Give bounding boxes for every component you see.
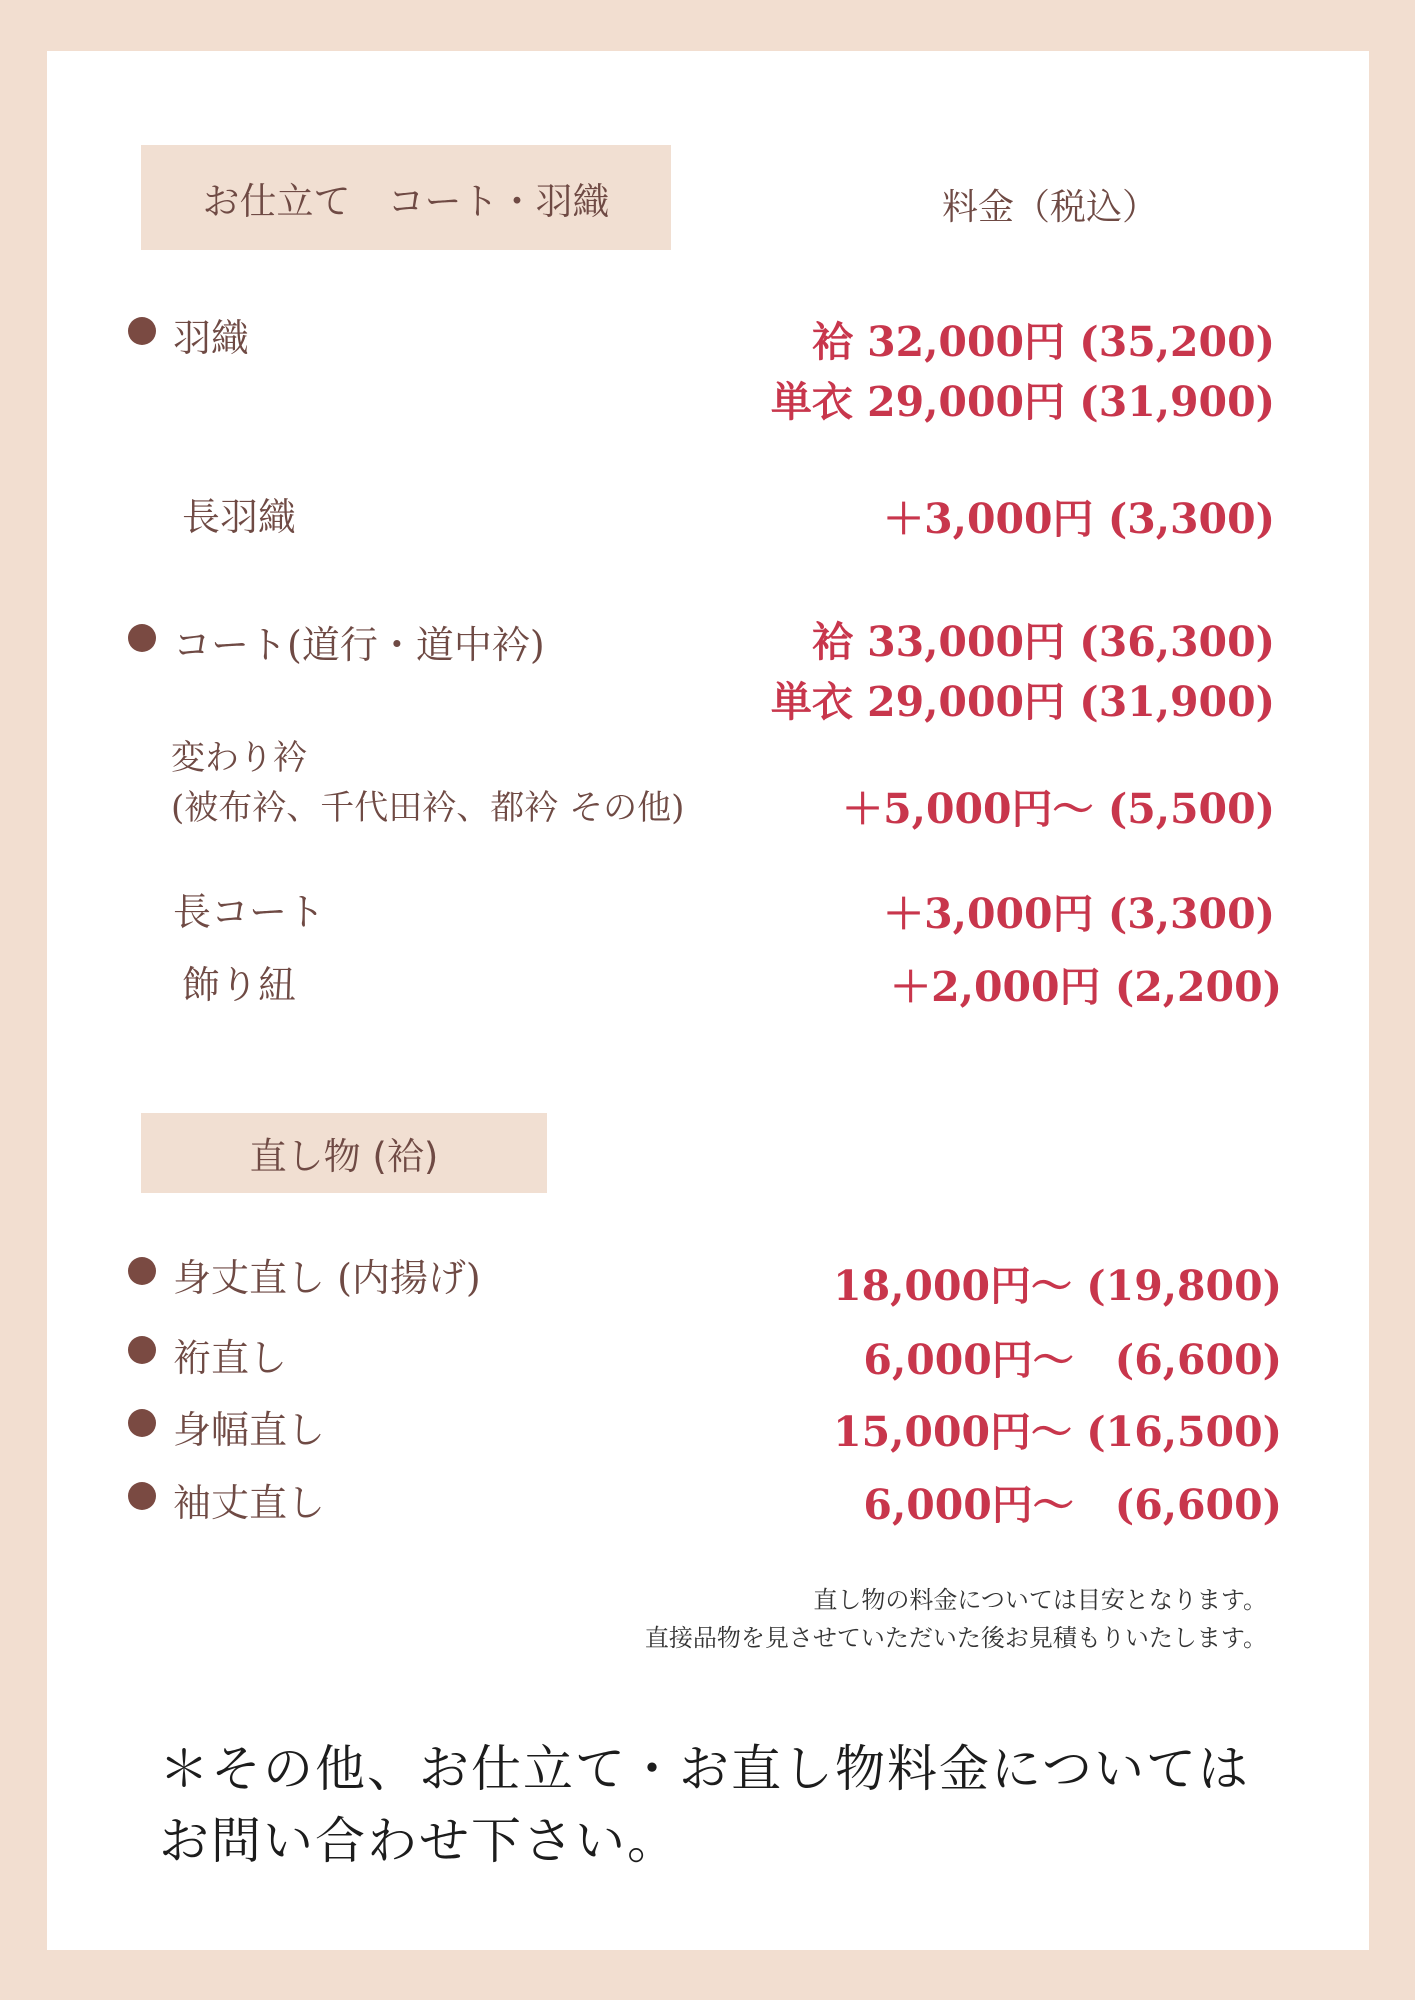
bullet-icon [128,317,156,345]
note-line1: 直し物の料金については目安となります。 [813,1586,1267,1614]
price-kazari-himo: ＋2,000円 (2,200) [890,963,1282,1011]
item-label-mitake: 身丈直し (内揚げ) [173,1256,481,1300]
price-kawari-eri: ＋5,000円〜 (5,500) [842,785,1275,833]
kawari-eri-line2: (被布衿、千代田衿、都衿 その他) [171,788,685,828]
contact-note-line2: お問い合わせ下さい。 [159,1812,679,1870]
price-column-header: 料金（税込） [942,187,1159,228]
section-title: 直し物 (袷) [249,1135,439,1178]
bullet-icon [128,1409,156,1437]
price-naga-haori: ＋3,000円 (3,300) [883,495,1275,543]
alteration-note [645,1581,1267,1657]
price-haori-hitoe: 単衣 29,000円 (31,900) [770,378,1275,426]
price-sheet [47,51,1369,1950]
bullet-icon [128,624,156,652]
price-sodetake: 6,000円〜 (6,600) [863,1481,1282,1529]
price-mitake: 18,000円〜 (19,800) [833,1262,1282,1310]
price-naga-coat: ＋3,000円 (3,300) [883,890,1275,938]
price-mihaba: 15,000円〜 (16,500) [833,1408,1282,1456]
contact-note [159,1733,1250,1877]
item-label-sodetake: 袖丈直し [173,1481,326,1525]
item-label-mihaba: 身幅直し [173,1408,326,1452]
item-label-coat: コート(道行・道中衿) [173,623,545,667]
bullet-icon [128,1482,156,1510]
section-header-alterations [141,1113,547,1193]
item-label-haori: 羽織 [173,316,250,360]
price-yuki: 6,000円〜 (6,600) [863,1336,1282,1384]
section-title: お仕立て コート・羽織 [202,179,610,223]
item-label-kazari-himo: 飾り紐 [182,963,297,1007]
item-label-naga-coat: 長コート [173,890,326,934]
item-label-yuki: 裄直し [173,1336,288,1380]
contact-note-line1: ＊その他、お仕立て・お直し物料金については [159,1740,1250,1798]
kawari-eri-line1: 変わり衿 [171,738,307,778]
section-header-tailoring [141,145,671,250]
note-line2: 直接品物を見させていただいた後お見積もりいたします。 [644,1624,1267,1652]
bullet-icon [128,1257,156,1285]
price-haori-awase: 袷 32,000円 (35,200) [811,318,1275,366]
bullet-icon [128,1336,156,1364]
price-coat-hitoe: 単衣 29,000円 (31,900) [770,678,1275,726]
price-coat-awase: 袷 33,000円 (36,300) [811,618,1275,666]
item-label-naga-haori: 長羽織 [182,495,297,539]
item-label-kawari-eri [171,733,684,833]
